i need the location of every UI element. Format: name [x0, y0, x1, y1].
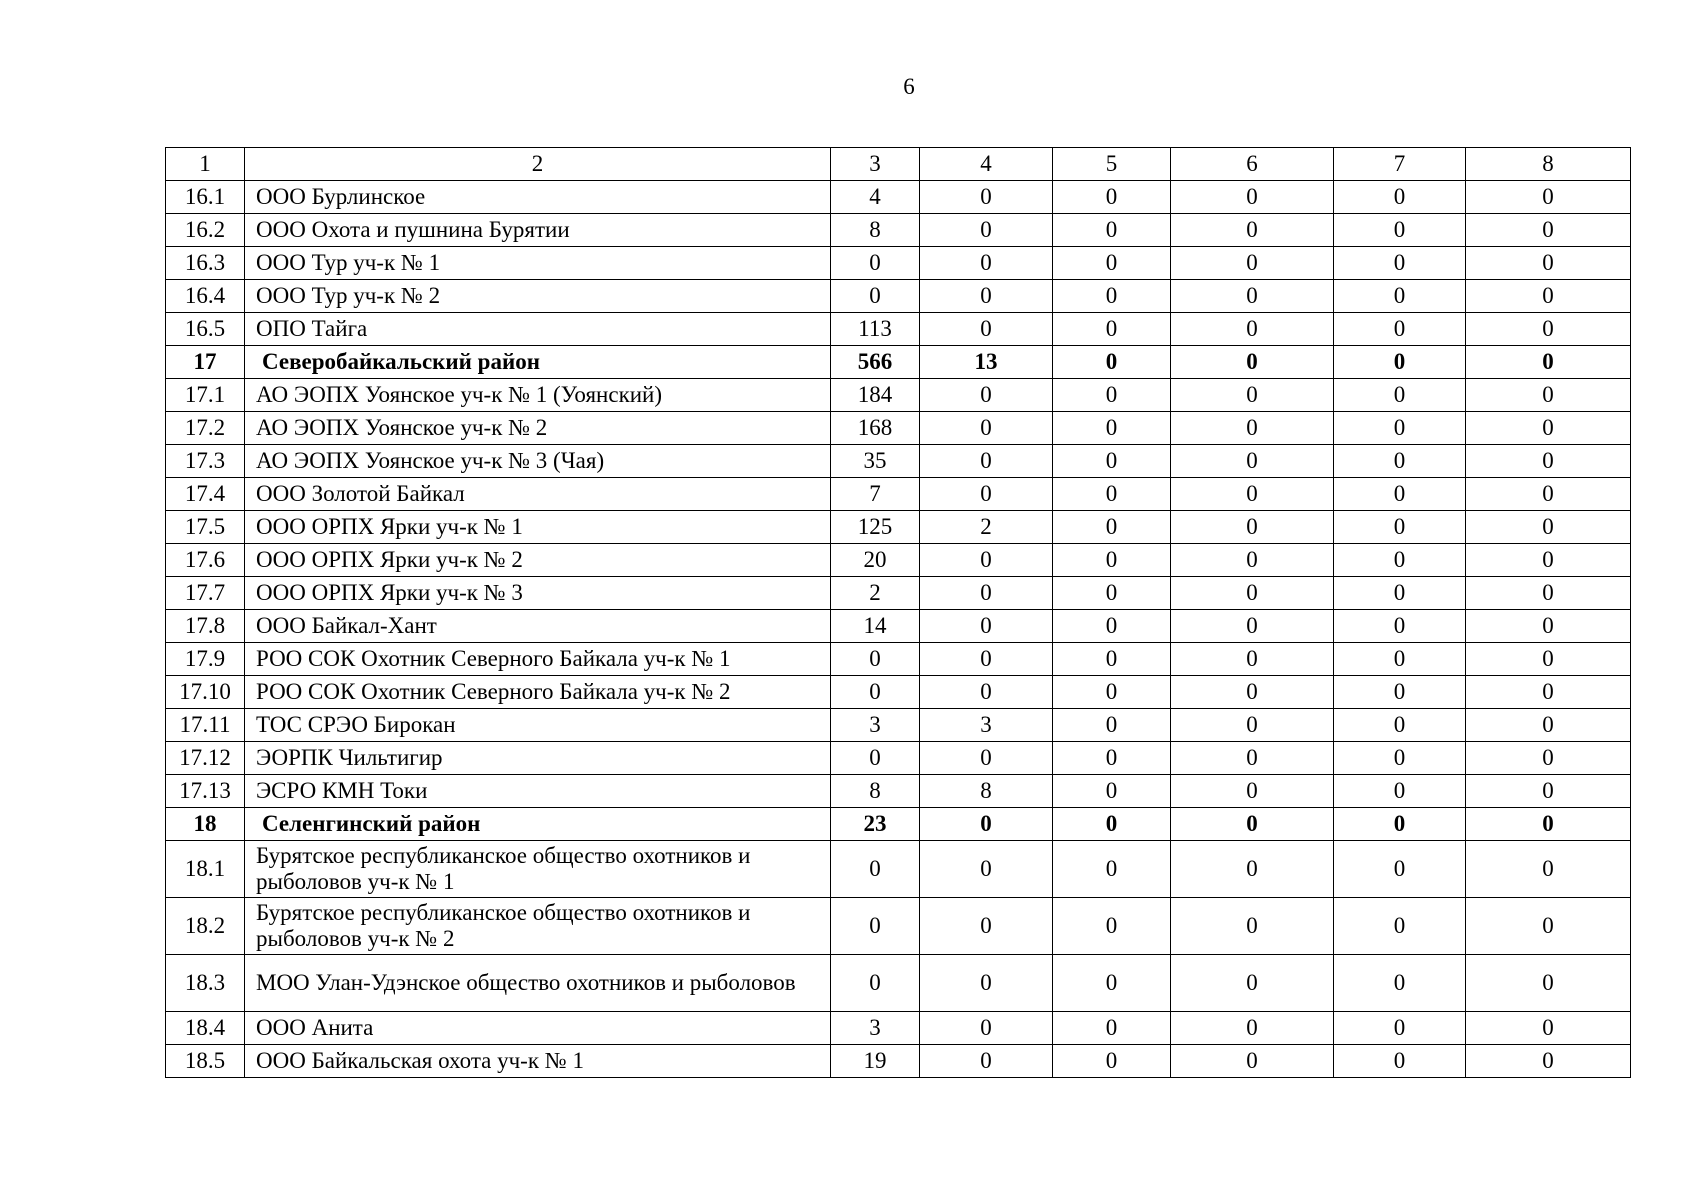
- value-cell: 0: [1171, 181, 1334, 214]
- row-name-cell: Селенгинский район: [245, 808, 831, 841]
- value-cell: 0: [1334, 898, 1466, 955]
- row-name-cell: АО ЭОПХ Уоянское уч-к № 3 (Чая): [245, 445, 831, 478]
- value-cell: 0: [920, 478, 1053, 511]
- header-cell: 8: [1466, 148, 1631, 181]
- table-row: [166, 775, 1631, 808]
- value-cell: 0: [1466, 445, 1631, 478]
- row-number-cell: 17.1: [166, 379, 245, 412]
- value-cell: 0: [920, 955, 1053, 1012]
- row-number-cell: 16.2: [166, 214, 245, 247]
- value-cell: 0: [920, 181, 1053, 214]
- header-cell: 6: [1171, 148, 1334, 181]
- value-cell: 0: [1053, 181, 1171, 214]
- value-cell: 0: [1053, 709, 1171, 742]
- value-cell: 7: [831, 478, 920, 511]
- value-cell: 0: [1466, 379, 1631, 412]
- value-cell: 0: [1053, 346, 1171, 379]
- value-cell: 0: [1334, 610, 1466, 643]
- row-number-cell: 18.4: [166, 1012, 245, 1045]
- value-cell: 0: [1171, 280, 1334, 313]
- row-name-cell: ООО ОРПХ Ярки уч-к № 2: [245, 544, 831, 577]
- table-row: [166, 181, 1631, 214]
- table-row: [166, 1045, 1631, 1078]
- value-cell: 0: [1053, 577, 1171, 610]
- value-cell: 0: [1334, 247, 1466, 280]
- row-number-cell: 18.3: [166, 955, 245, 1012]
- value-cell: 0: [1334, 643, 1466, 676]
- row-number-cell: 17.3: [166, 445, 245, 478]
- row-number-cell: 17.11: [166, 709, 245, 742]
- table-row: [166, 955, 1631, 1012]
- table-row: [166, 841, 1631, 898]
- value-cell: 0: [1053, 511, 1171, 544]
- value-cell: 2: [831, 577, 920, 610]
- value-cell: 0: [920, 610, 1053, 643]
- value-cell: 0: [1171, 1045, 1334, 1078]
- value-cell: 0: [1053, 1045, 1171, 1078]
- value-cell: 14: [831, 610, 920, 643]
- value-cell: 23: [831, 808, 920, 841]
- value-cell: 0: [1466, 346, 1631, 379]
- row-name-cell: АО ЭОПХ Уоянское уч-к № 1 (Уоянский): [245, 379, 831, 412]
- value-cell: 0: [1171, 1012, 1334, 1045]
- value-cell: 0: [1334, 1045, 1466, 1078]
- value-cell: 0: [1466, 181, 1631, 214]
- table-row: [166, 898, 1631, 955]
- header-cell: 4: [920, 148, 1053, 181]
- value-cell: 0: [1053, 898, 1171, 955]
- value-cell: 3: [831, 1012, 920, 1045]
- value-cell: 0: [1466, 841, 1631, 898]
- table-row: [166, 280, 1631, 313]
- table-row: [166, 544, 1631, 577]
- value-cell: 0: [1053, 841, 1171, 898]
- row-number-cell: 17.6: [166, 544, 245, 577]
- value-cell: 0: [1334, 445, 1466, 478]
- value-cell: 0: [1334, 511, 1466, 544]
- value-cell: 0: [920, 742, 1053, 775]
- table-row: [166, 214, 1631, 247]
- value-cell: 0: [1334, 412, 1466, 445]
- table-body: [166, 148, 1631, 1078]
- value-cell: 0: [1466, 1012, 1631, 1045]
- table-row: [166, 346, 1631, 379]
- value-cell: 0: [920, 379, 1053, 412]
- value-cell: 0: [1466, 610, 1631, 643]
- table-row: [166, 643, 1631, 676]
- value-cell: 0: [1334, 577, 1466, 610]
- value-cell: 0: [1053, 247, 1171, 280]
- value-cell: 0: [1053, 643, 1171, 676]
- value-cell: 35: [831, 445, 920, 478]
- value-cell: 0: [920, 412, 1053, 445]
- value-cell: 184: [831, 379, 920, 412]
- row-number-cell: 16.3: [166, 247, 245, 280]
- value-cell: 8: [831, 214, 920, 247]
- value-cell: 0: [1053, 445, 1171, 478]
- row-number-cell: 17.9: [166, 643, 245, 676]
- value-cell: 0: [1334, 346, 1466, 379]
- header-cell: 7: [1334, 148, 1466, 181]
- value-cell: 0: [1171, 610, 1334, 643]
- value-cell: 0: [1466, 544, 1631, 577]
- row-name-cell: РОО СОК Охотник Северного Байкала уч-к № 1: [245, 643, 831, 676]
- row-name-cell: ООО Бурлинское: [245, 181, 831, 214]
- table-row: [166, 313, 1631, 346]
- row-number-cell: 17.8: [166, 610, 245, 643]
- value-cell: 0: [1171, 841, 1334, 898]
- row-number-cell: 18.1: [166, 841, 245, 898]
- row-number-cell: 17.4: [166, 478, 245, 511]
- row-number-cell: 17.2: [166, 412, 245, 445]
- row-name-cell: ООО Байкал-Хант: [245, 610, 831, 643]
- value-cell: 0: [920, 1045, 1053, 1078]
- value-cell: 0: [1334, 808, 1466, 841]
- header-cell: 1: [166, 148, 245, 181]
- value-cell: 0: [1053, 676, 1171, 709]
- value-cell: 0: [920, 214, 1053, 247]
- value-cell: 566: [831, 346, 920, 379]
- value-cell: 0: [1466, 577, 1631, 610]
- value-cell: 0: [1334, 742, 1466, 775]
- value-cell: 0: [1466, 247, 1631, 280]
- table-row: [166, 709, 1631, 742]
- value-cell: 0: [1334, 280, 1466, 313]
- row-name-cell: ООО Тур уч-к № 1: [245, 247, 831, 280]
- row-name-cell: ООО Байкальская охота уч-к № 1: [245, 1045, 831, 1078]
- value-cell: 0: [1466, 1045, 1631, 1078]
- value-cell: 0: [1171, 511, 1334, 544]
- value-cell: 0: [1334, 676, 1466, 709]
- table-row: [166, 577, 1631, 610]
- value-cell: 0: [1171, 775, 1334, 808]
- table-row: [166, 808, 1631, 841]
- value-cell: 3: [831, 709, 920, 742]
- value-cell: 0: [1466, 709, 1631, 742]
- table-row: [166, 742, 1631, 775]
- value-cell: 168: [831, 412, 920, 445]
- header-cell: 5: [1053, 148, 1171, 181]
- value-cell: 0: [1171, 898, 1334, 955]
- value-cell: 0: [1053, 379, 1171, 412]
- value-cell: 0: [1053, 412, 1171, 445]
- row-number-cell: 16.5: [166, 313, 245, 346]
- value-cell: 2: [920, 511, 1053, 544]
- row-name-cell: ЭСРО КМН Токи: [245, 775, 831, 808]
- value-cell: 0: [831, 676, 920, 709]
- value-cell: 0: [831, 898, 920, 955]
- value-cell: 0: [1334, 775, 1466, 808]
- value-cell: 0: [1334, 478, 1466, 511]
- value-cell: 0: [1334, 379, 1466, 412]
- value-cell: 0: [1053, 610, 1171, 643]
- value-cell: 0: [1466, 808, 1631, 841]
- value-cell: 0: [831, 643, 920, 676]
- value-cell: 0: [1466, 511, 1631, 544]
- value-cell: 0: [1053, 313, 1171, 346]
- value-cell: 0: [1334, 181, 1466, 214]
- row-name-cell: ООО Золотой Байкал: [245, 478, 831, 511]
- value-cell: 0: [1334, 841, 1466, 898]
- value-cell: 20: [831, 544, 920, 577]
- row-number-cell: 18: [166, 808, 245, 841]
- row-name-cell: Северобайкальский район: [245, 346, 831, 379]
- row-number-cell: 16.1: [166, 181, 245, 214]
- value-cell: 0: [1171, 313, 1334, 346]
- value-cell: 0: [1171, 412, 1334, 445]
- table-row: [166, 1012, 1631, 1045]
- value-cell: 3: [920, 709, 1053, 742]
- value-cell: 0: [920, 841, 1053, 898]
- row-number-cell: 17.7: [166, 577, 245, 610]
- value-cell: 0: [1466, 742, 1631, 775]
- value-cell: 0: [1171, 808, 1334, 841]
- value-cell: 0: [831, 247, 920, 280]
- table-row: [166, 610, 1631, 643]
- table-row: [166, 412, 1631, 445]
- value-cell: 0: [1171, 214, 1334, 247]
- value-cell: 0: [920, 247, 1053, 280]
- row-name-cell: ООО Охота и пушнина Бурятии: [245, 214, 831, 247]
- header-cell: 2: [245, 148, 831, 181]
- row-name-cell: ООО ОРПХ Ярки уч-к № 3: [245, 577, 831, 610]
- value-cell: 0: [1053, 775, 1171, 808]
- value-cell: 13: [920, 346, 1053, 379]
- value-cell: 113: [831, 313, 920, 346]
- value-cell: 0: [1466, 775, 1631, 808]
- value-cell: 0: [831, 742, 920, 775]
- value-cell: 0: [1334, 955, 1466, 1012]
- value-cell: 0: [1171, 709, 1334, 742]
- value-cell: 0: [1171, 379, 1334, 412]
- row-number-cell: 18.2: [166, 898, 245, 955]
- value-cell: 8: [920, 775, 1053, 808]
- value-cell: 0: [1053, 742, 1171, 775]
- value-cell: 0: [1334, 1012, 1466, 1045]
- value-cell: 0: [1466, 898, 1631, 955]
- row-name-cell: ООО ОРПХ Ярки уч-к № 1: [245, 511, 831, 544]
- value-cell: 0: [1171, 742, 1334, 775]
- value-cell: 0: [920, 643, 1053, 676]
- value-cell: 125: [831, 511, 920, 544]
- value-cell: 0: [831, 841, 920, 898]
- value-cell: 0: [920, 898, 1053, 955]
- row-number-cell: 17.10: [166, 676, 245, 709]
- row-name-cell: ЭОРПК Чильтигир: [245, 742, 831, 775]
- value-cell: 0: [920, 577, 1053, 610]
- value-cell: 0: [920, 544, 1053, 577]
- row-name-cell: АО ЭОПХ Уоянское уч-к № 2: [245, 412, 831, 445]
- value-cell: 0: [1053, 808, 1171, 841]
- value-cell: 0: [1466, 478, 1631, 511]
- header-row: [166, 148, 1631, 181]
- row-name-cell: ТОС СРЭО Бирокан: [245, 709, 831, 742]
- value-cell: 0: [831, 955, 920, 1012]
- table-row: [166, 676, 1631, 709]
- row-number-cell: 16.4: [166, 280, 245, 313]
- value-cell: 0: [1466, 412, 1631, 445]
- data-table: [165, 147, 1631, 1078]
- row-name-cell: Бурятское республиканское общество охотников и рыболовов уч-к № 1: [245, 841, 831, 898]
- value-cell: 0: [1171, 346, 1334, 379]
- table-row: [166, 511, 1631, 544]
- row-number-cell: 17.5: [166, 511, 245, 544]
- value-cell: 0: [1171, 247, 1334, 280]
- value-cell: 0: [1466, 280, 1631, 313]
- value-cell: 0: [1466, 643, 1631, 676]
- value-cell: 0: [1171, 955, 1334, 1012]
- value-cell: 0: [1053, 478, 1171, 511]
- value-cell: 0: [1171, 643, 1334, 676]
- value-cell: 0: [920, 1012, 1053, 1045]
- value-cell: 0: [1053, 1012, 1171, 1045]
- value-cell: 8: [831, 775, 920, 808]
- row-name-cell: РОО СОК Охотник Северного Байкала уч-к № 2: [245, 676, 831, 709]
- row-number-cell: 18.5: [166, 1045, 245, 1078]
- value-cell: 4: [831, 181, 920, 214]
- row-name-cell: ОПО Тайга: [245, 313, 831, 346]
- value-cell: 0: [1171, 478, 1334, 511]
- value-cell: 0: [1466, 676, 1631, 709]
- row-name-cell: ООО Анита: [245, 1012, 831, 1045]
- value-cell: 0: [920, 313, 1053, 346]
- value-cell: 0: [1053, 280, 1171, 313]
- table-row: [166, 247, 1631, 280]
- value-cell: 0: [1053, 955, 1171, 1012]
- value-cell: 0: [1466, 955, 1631, 1012]
- table-row: [166, 478, 1631, 511]
- value-cell: 19: [831, 1045, 920, 1078]
- value-cell: 0: [1171, 445, 1334, 478]
- value-cell: 0: [920, 808, 1053, 841]
- value-cell: 0: [1171, 544, 1334, 577]
- table-row: [166, 445, 1631, 478]
- value-cell: 0: [1466, 214, 1631, 247]
- header-cell: 3: [831, 148, 920, 181]
- value-cell: 0: [1334, 544, 1466, 577]
- value-cell: 0: [831, 280, 920, 313]
- value-cell: 0: [920, 676, 1053, 709]
- row-number-cell: 17.13: [166, 775, 245, 808]
- value-cell: 0: [1334, 214, 1466, 247]
- row-number-cell: 17: [166, 346, 245, 379]
- row-name-cell: ООО Тур уч-к № 2: [245, 280, 831, 313]
- row-name-cell: МОО Улан-Удэнское общество охотников и рыболовов: [245, 955, 831, 1012]
- value-cell: 0: [1171, 577, 1334, 610]
- value-cell: 0: [1466, 313, 1631, 346]
- value-cell: 0: [920, 445, 1053, 478]
- row-name-cell: Бурятское республиканское общество охотников и рыболовов уч-к № 2: [245, 898, 831, 955]
- table-row: [166, 379, 1631, 412]
- value-cell: 0: [1334, 313, 1466, 346]
- value-cell: 0: [1053, 214, 1171, 247]
- row-number-cell: 17.12: [166, 742, 245, 775]
- value-cell: 0: [1171, 676, 1334, 709]
- value-cell: 0: [1053, 544, 1171, 577]
- page-number: 6: [903, 74, 915, 99]
- value-cell: 0: [920, 280, 1053, 313]
- value-cell: 0: [1334, 709, 1466, 742]
